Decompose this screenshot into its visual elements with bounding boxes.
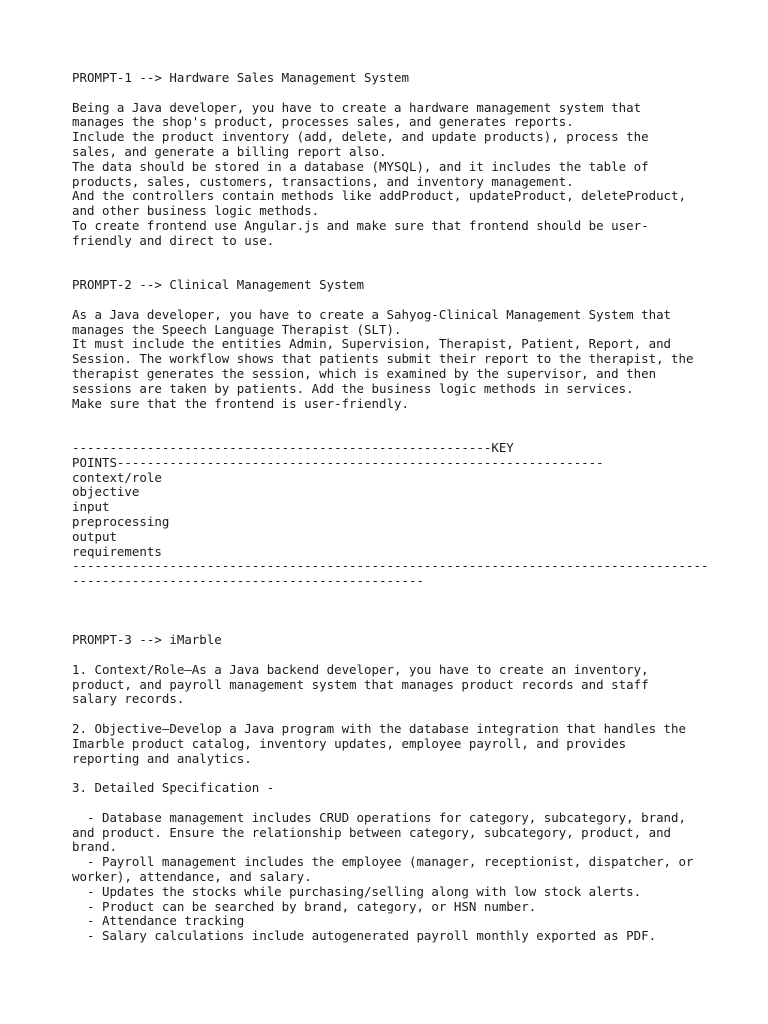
spec-line: - Attendance tracking — [72, 913, 245, 929]
spec-line: and product. Ensure the relationship between category, subcategory, product, and — [72, 824, 672, 840]
spec-line: worker), attendance, and salary. — [72, 869, 312, 885]
prompt1-line: and other business logic methods. — [72, 203, 320, 219]
key-point-item: objective — [72, 484, 140, 500]
prompt2-line: therapist generates the session, which is examined by the supervisor, and then — [72, 365, 657, 381]
prompt1-line: The data should be stored in a database (MYSQL), and it includes the table of — [72, 158, 649, 174]
prompt1-line: To create frontend use Angular.js and make sure that frontend should be user- — [72, 217, 649, 233]
key-point-item: preprocessing — [72, 513, 170, 529]
prompt1-body — [72, 101, 732, 249]
spacer — [72, 766, 732, 781]
key-points-divider: --------------------------------------------------------KEY — [72, 439, 514, 455]
spec-line: - Updates the stocks while purchasing/selling along with low stock alerts. — [72, 883, 642, 899]
prompt3-line: Imarble product catalog, inventory updates, employee payroll, and provides — [72, 735, 627, 751]
prompt1-line: manages the shop's product, processes sales, and generates reports. — [72, 114, 574, 130]
spec-line: - Salary calculations include autogenerated payroll monthly exported as PDF. — [72, 928, 657, 944]
spacer — [72, 707, 732, 722]
prompt3-objective — [72, 722, 732, 766]
key-points-divider: ----------------------------------------------- — [72, 573, 424, 589]
key-point-item: input — [72, 499, 110, 515]
key-points-block — [72, 441, 732, 589]
prompt3-context — [72, 663, 732, 707]
spacer — [72, 648, 732, 663]
prompt1-line: sales, and generate a billing report also. — [72, 143, 387, 159]
prompt3-line: salary records. — [72, 691, 185, 707]
spacer — [72, 86, 732, 101]
prompt2-line: It must include the entities Admin, Supervision, Therapist, Patient, Report, and — [72, 336, 672, 352]
prompt1-line: And the controllers contain methods like addProduct, updateProduct, deleteProduct, — [72, 188, 687, 204]
prompt3-line: 2. Objective—Develop a Java program with the database integration that handles the — [72, 721, 687, 737]
spacer — [72, 589, 732, 633]
prompt3-spec-heading: 3. Detailed Specification - — [72, 780, 275, 796]
prompt1-line: friendly and direct to use. — [72, 232, 275, 248]
key-point-item: context/role — [72, 469, 162, 485]
prompt3-spec-list — [72, 811, 732, 944]
prompt1-heading: PROMPT-1 --> Hardware Sales Management System — [72, 70, 409, 85]
prompt2-line: Session. The workflow shows that patients submit their report to the therapist, the — [72, 351, 694, 367]
spec-line: - Payroll management includes the employee (manager, receptionist, dispatcher, or — [72, 854, 694, 870]
prompt1-line: products, sales, customers, transactions, and inventory management. — [72, 173, 574, 189]
key-points-divider: POINTS----------------------------------------------------------------- — [72, 454, 604, 470]
document-page — [72, 71, 732, 944]
prompt2-line: manages the Speech Language Therapist (SLT). — [72, 321, 402, 337]
spacer — [72, 796, 732, 811]
spacer — [72, 411, 732, 441]
prompt1-line: Include the product inventory (add, delete, and update products), process the — [72, 129, 649, 145]
key-point-item: requirements — [72, 543, 162, 559]
spacer — [72, 293, 732, 308]
prompt2-line: sessions are taken by patients. Add the business logic methods in services. — [72, 380, 634, 396]
prompt2-heading: PROMPT-2 --> Clinical Management System — [72, 277, 365, 293]
prompt2-body — [72, 308, 732, 412]
spec-line: brand. — [72, 839, 117, 855]
spec-line: - Database management includes CRUD operations for category, subcategory, brand, — [72, 809, 687, 825]
key-point-item: output — [72, 528, 117, 544]
prompt3-line: reporting and analytics. — [72, 750, 252, 766]
prompt3-heading: PROMPT-3 --> iMarble — [72, 632, 222, 648]
spacer — [72, 249, 732, 279]
prompt3-line: product, and payroll management system that manages product records and staff — [72, 676, 649, 692]
prompt1-line: Being a Java developer, you have to create a hardware management system that — [72, 99, 642, 115]
prompt2-line: As a Java developer, you have to create a Sahyog-Clinical Management System that — [72, 306, 672, 322]
key-points-divider: ------------------------------------------------------------------------------------- — [72, 558, 709, 574]
spec-line: - Product can be searched by brand, category, or HSN number. — [72, 898, 537, 914]
prompt2-line: Make sure that the frontend is user-friendly. — [72, 395, 409, 411]
prompt3-line: 1. Context/Role—As a Java backend developer, you have to create an inventory, — [72, 661, 649, 677]
